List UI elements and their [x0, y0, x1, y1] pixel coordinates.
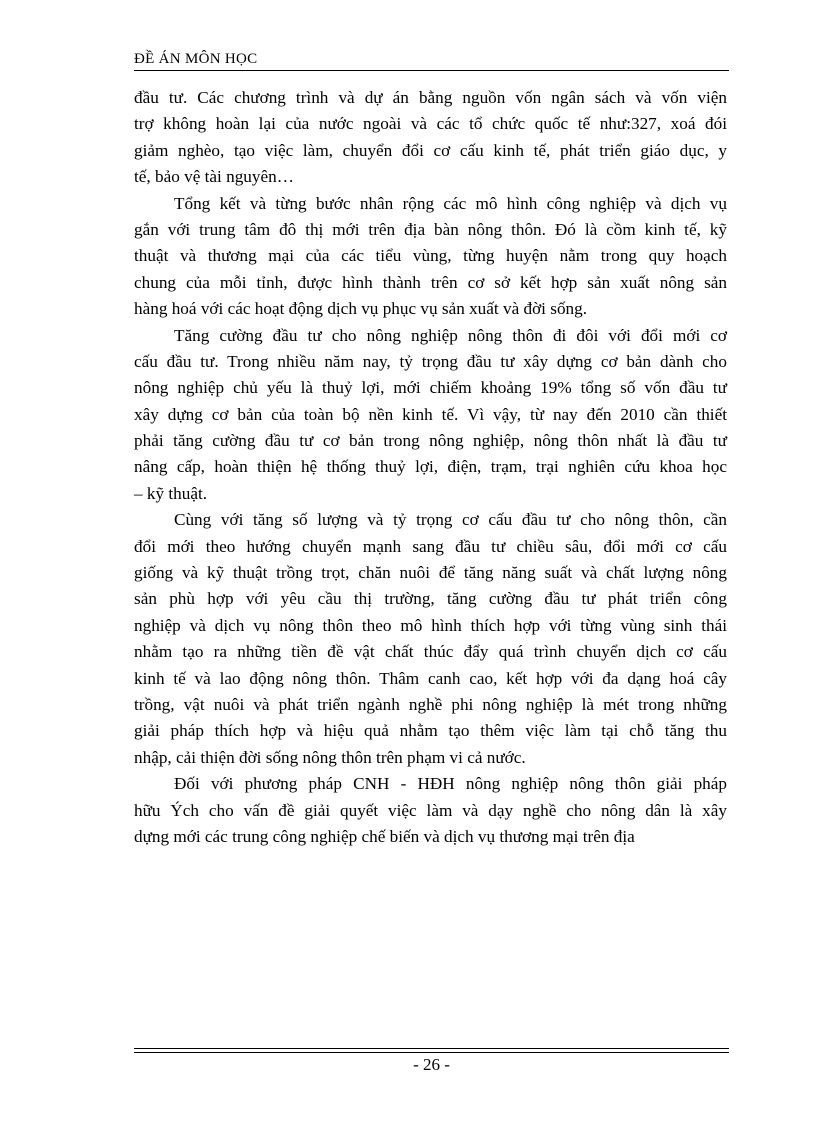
paragraph-5	[134, 771, 727, 850]
text-line: trồng, vật nuôi và phát triển ngành nghề phi nông nghiệp là mét trong những	[134, 694, 727, 714]
text-line: sản phù hợp với yêu cầu thị trường, tăng cường đầu tư phát triển công	[134, 589, 727, 609]
text-line: giống và kỹ thuật trồng trọt, chăn nuôi để tăng năng suất và chất lượng nông	[134, 563, 727, 583]
document-body	[134, 85, 727, 850]
text-line: cấu đầu tư. Trong nhiều năm nay, tỷ trọng đầu tư xây dựng cơ bản dành cho	[134, 351, 727, 371]
text-line: nhập, cải thiện đời sống nông thôn trên phạm vi cả nước.	[134, 747, 526, 767]
text-line: Đối với phương pháp CNH - HĐH nông nghiệp nông thôn giải pháp	[174, 774, 727, 794]
text-line: đầu tư. Các chương trình và dự án bằng nguồn vốn ngân sách và vốn viện	[134, 88, 727, 107]
paragraph-1	[134, 85, 727, 191]
paragraph-2	[134, 191, 727, 323]
footer-rule-top	[134, 1048, 729, 1049]
text-line: gắn với trung tâm đô thị mới trên địa bàn nông thôn. Đó là cồm kinh tế, kỹ	[134, 219, 727, 239]
text-line: nâng cấp, hoàn thiện hệ thống thuỷ lợi, điện, trạm, trại nghiên cứu khoa học	[134, 457, 727, 477]
footer-rule-bottom	[134, 1052, 729, 1053]
text-line: Tăng cường đầu tư cho nông nghiệp nông thôn đi đôi với đổi mới cơ	[174, 325, 727, 345]
text-line: Cùng với tăng số lượng và tỷ trọng cơ cấu đầu tư cho nông thôn, cần	[174, 510, 727, 530]
text-line: chung của mỗi tỉnh, được hình thành trên cơ sở kết hợp sản xuất nông sản	[134, 272, 727, 292]
text-line: tế, bảo vệ tài nguyên…	[134, 167, 294, 187]
paragraph-3	[134, 323, 727, 508]
paragraph-4	[134, 507, 727, 771]
page-number: - 26 -	[413, 1055, 450, 1074]
header-rule	[134, 70, 729, 71]
text-line: hàng hoá với các hoạt động dịch vụ phục vụ sản xuất và đời sống.	[134, 299, 588, 319]
text-line: đổi mới theo hướng chuyển mạnh sang đầu tư chiều sâu, đổi mới cơ cấu	[134, 536, 727, 556]
header-title: ĐỀ ÁN MÔN HỌC	[134, 51, 258, 67]
text-line: dựng mới các trung công nghiệp chế biến và dịch vụ thương mại trên địa	[134, 826, 635, 846]
text-line: giải pháp thích hợp và hiệu quả nhằm tạo thêm việc làm tại chỗ tăng thu	[134, 721, 727, 741]
text-line: giảm nghèo, tạo việc làm, chuyển đổi cơ cấu kinh tế, phát triển giáo dục, y	[134, 140, 727, 160]
text-line: hữu Ých cho vấn đề giải quyết việc làm và dạy nghề cho nông dân là xây	[134, 800, 727, 820]
text-line: kinh tế và lao động nông thôn. Thâm canh cao, kết hợp với đa dạng hoá cây	[134, 668, 727, 688]
text-line: thuật và thương mại của các tiểu vùng, từng huyện nằm trong quy hoạch	[134, 246, 727, 266]
text-line: xây dựng cơ bản của toàn bộ nền kinh tế. Vì vậy, từ nay đến 2010 cần thiết	[134, 404, 727, 424]
text-line: – kỹ thuật.	[134, 483, 208, 503]
text-line: nông nghiệp chủ yếu là thuỷ lợi, mới chiếm khoảng 19% tổng số vốn đầu tư	[134, 378, 727, 398]
text-line: phải tăng cường đầu tư cơ bản trong nông nghiệp, nông thôn nhất là đầu tư	[134, 431, 727, 451]
text-line: nghiệp và dịch vụ nông thôn theo mô hình thích hợp với từng vùng sinh thái	[134, 615, 727, 635]
text-line: Tổng kết và từng bước nhân rộng các mô hình công nghiệp và dịch vụ	[174, 193, 727, 213]
page-header	[134, 50, 729, 76]
text-line: nhằm tạo ra những tiền đề vật chất thúc đẩy quá trình chuyển dịch cơ cấu	[134, 642, 727, 662]
text-line: trợ không hoàn lại của nước ngoài và các tổ chức quốc tế như:327, xoá đói	[134, 114, 727, 134]
